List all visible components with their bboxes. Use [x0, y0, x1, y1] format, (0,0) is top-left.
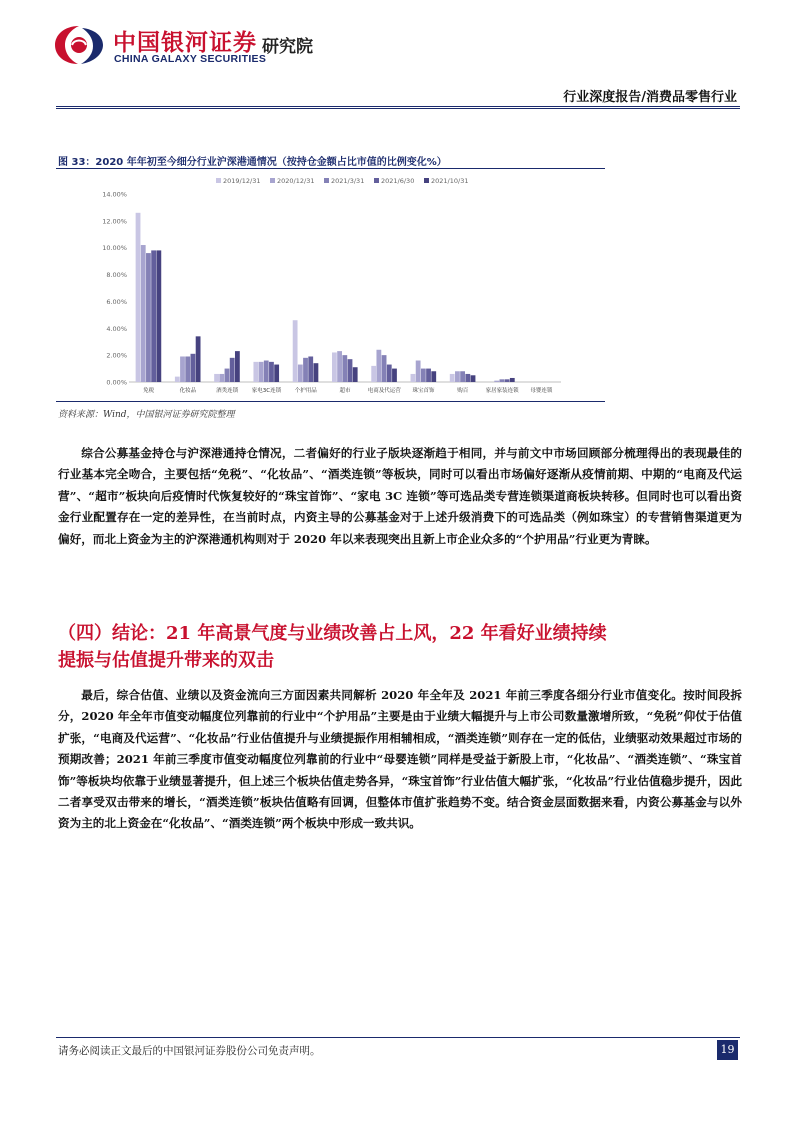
- footer-divider: [56, 1037, 740, 1038]
- bar: [471, 375, 476, 382]
- bar: [426, 369, 431, 382]
- bar: [156, 250, 161, 382]
- figure-source-note: 资料来源：Wind，中国银河证券研究院整理: [58, 410, 235, 420]
- bar: [353, 367, 358, 382]
- bar: [450, 374, 455, 382]
- bar: [494, 381, 499, 382]
- brand-name-english: CHINA GALAXY SECURITIES: [114, 53, 267, 65]
- bar: [230, 358, 235, 382]
- bar: [185, 356, 190, 382]
- chart-labels: [143, 386, 553, 394]
- legend-swatch: [424, 178, 429, 183]
- bar: [342, 355, 347, 382]
- bar: [151, 250, 156, 382]
- x-tick-label: 酒类连锁: [216, 388, 239, 394]
- footer-disclaimer: 请务必阅读正文最后的中国银河证券股份公司免责声明。: [58, 1045, 321, 1057]
- bar: [460, 371, 465, 382]
- x-tick-label: 家电3C连锁: [251, 388, 282, 394]
- bar: [235, 351, 240, 382]
- bar: [371, 366, 376, 382]
- section-heading: （四）结论：21 年高景气度与业绩改善占上风，22 年看好业绩持续提振与估值提升带来的双击: [58, 623, 607, 671]
- figure-bottom-rule: [56, 401, 605, 402]
- brand-name-chinese: 中国银河证券: [113, 30, 257, 56]
- bar: [416, 361, 421, 382]
- bar: [141, 245, 146, 382]
- x-tick-label: 超市: [339, 388, 351, 394]
- bar: [219, 374, 224, 382]
- y-tick-label: 2.00%: [106, 351, 127, 360]
- body-paragraph-2: 最后，综合估值、业绩以及资金流向三方面因素共同解析 2020 年全年及 2021 年前三季度各细分行业市值变化。按时间段拆分，2020 年全年市值变动幅度位列靠前的行业中“个护用品”主要是由于业绩大幅提升与上市公司数量激增所致，“免税”仰仗于估值扩张，“电商及代运营”、“化妆品”行业估值提升与业绩提振作用相辅相成，“酒类连锁”则存在一定的低估，业绩驱动效果超过市场的预期改善；2021 年前三季度市值变动幅度位列靠前的行业中“母婴连锁”同样是受益于新股上市，“化妆品”、“酒类连锁”、“珠宝首饰”等板块均依靠于业绩显著提升，但上述三个板块估值走势各异，“珠宝首饰”行业估值大幅扩张，“化妆品”行业估值稳步提升，因此二者享受双击带来的增长，“酒类连锁”板块估值略有回调，但整体市值扩张趋势不变。结合资金层面数据来看，内资公募基金与以外资为主的北上资金在“化妆品”、“酒类连锁”两个板块中形成一致共识。: [58, 688, 742, 831]
- y-tick-label: 14.00%: [102, 190, 127, 199]
- bar: [298, 365, 303, 382]
- bar: [505, 379, 510, 382]
- bar: [499, 379, 504, 382]
- bar: [191, 354, 196, 382]
- legend-label: 2021/10/31: [431, 177, 469, 185]
- y-tick-label: 4.00%: [106, 324, 127, 333]
- x-tick-label: 化妆品: [179, 388, 197, 394]
- research-institute-label: 研究院: [262, 37, 313, 57]
- bar: [392, 369, 397, 382]
- legend-swatch: [270, 178, 275, 183]
- figure-title: 图 33：2020 年年初至今细分行业沪深港通情况（按持仓金额占比市值的比例变化%）: [58, 157, 447, 168]
- legend-swatch: [374, 178, 379, 183]
- legend-swatch: [216, 178, 221, 183]
- chart-axes: [102, 191, 561, 387]
- legend-label: 2020/12/31: [277, 177, 315, 185]
- bar-chart: [56, 170, 605, 400]
- bar: [146, 253, 151, 382]
- bar: [269, 362, 274, 382]
- bar: [510, 378, 515, 382]
- x-tick-label: 购百: [457, 388, 469, 394]
- y-tick-label: 6.00%: [106, 297, 127, 306]
- chart-legend: [216, 177, 468, 185]
- bar: [274, 365, 279, 382]
- legend-label: 2021/3/31: [331, 177, 365, 185]
- x-tick-label: 母婴连锁: [530, 388, 553, 394]
- legend-label: 2021/6/30: [381, 177, 415, 185]
- bar: [308, 356, 313, 382]
- bar: [214, 374, 219, 382]
- bar: [348, 359, 353, 382]
- bar: [303, 358, 308, 382]
- bar: [387, 365, 392, 382]
- bar: [421, 369, 426, 382]
- bar: [332, 352, 337, 382]
- x-tick-label: 电商及代运营: [367, 388, 401, 394]
- bar: [196, 336, 201, 382]
- body-paragraph-1: 综合公募基金持仓与沪深港通持仓情况，二者偏好的行业子版块逐渐趋于相同，并与前文中市场回顾部分梳理得出的表现最佳的行业基本完全吻合，主要包括“免税”、“化妆品”、“酒类连锁”等板块，同时可以看出市场偏好逐渐从疫情前期、中期的“电商及代运营”、“超市”板块向后疫情时代恢复较好的“珠宝首饰”、“家电 3C 连锁”等可选品类专营连锁渠道商板块转移。但同时也可以看出资金行业配置存在一定的差异性，在当前时点，内资主导的公募基金对于上述升级消费下的可选品类（例如珠宝）的专营销售渠道更为偏好，而北上资金为主的沪深港通机构则对于 2020 年以来表现突出且新上市企业众多的“个护用品”行业更为青睐。: [58, 446, 742, 546]
- bar: [264, 361, 269, 382]
- bar: [225, 369, 230, 382]
- bar: [136, 213, 141, 382]
- report-type-label: 行业深度报告/消费品零售行业: [563, 90, 737, 105]
- y-tick-label: 12.00%: [102, 217, 127, 226]
- x-tick-label: 免税: [143, 388, 155, 394]
- bar: [259, 362, 264, 382]
- bar: [431, 371, 436, 382]
- page-number: 19: [717, 1040, 738, 1060]
- x-tick-label: 家居家装连锁: [485, 388, 519, 394]
- bar: [465, 374, 470, 382]
- bar: [376, 350, 381, 382]
- x-tick-label: 个护用品: [294, 388, 317, 394]
- legend-swatch: [324, 178, 329, 183]
- legend-label: 2019/12/31: [223, 177, 261, 185]
- bar: [180, 356, 185, 382]
- bar: [455, 371, 460, 382]
- y-tick-label: 8.00%: [106, 271, 127, 280]
- bar: [411, 374, 416, 382]
- y-tick-label: 0.00%: [106, 378, 127, 387]
- x-tick-label: 珠宝首饰: [412, 388, 435, 394]
- chart-bars: [136, 213, 515, 382]
- bar: [337, 351, 342, 382]
- bar: [253, 362, 258, 382]
- bar: [314, 363, 319, 382]
- bar: [382, 355, 387, 382]
- figure-top-rule: [56, 168, 605, 169]
- bar: [293, 320, 298, 382]
- y-tick-label: 10.00%: [102, 244, 127, 253]
- header-divider: [56, 106, 740, 109]
- company-logo-icon: [52, 22, 106, 68]
- bar: [175, 377, 180, 382]
